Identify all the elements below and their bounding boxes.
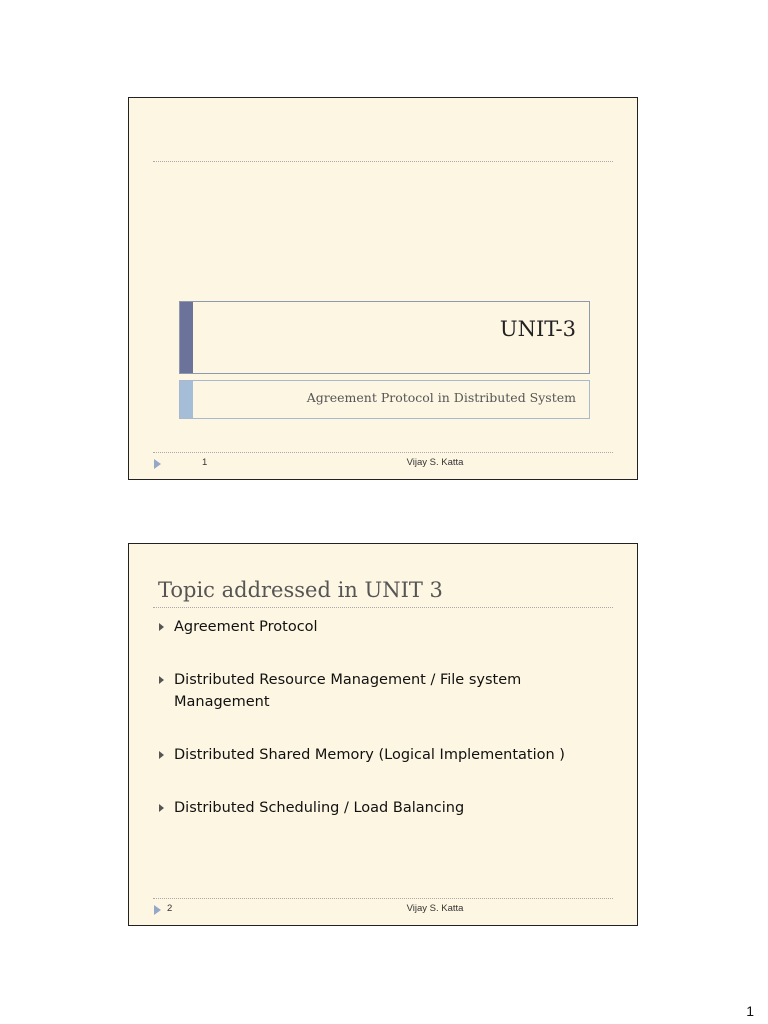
footer-author: Vijay S. Katta: [406, 457, 464, 468]
subtitle: Agreement Protocol in Distributed System: [306, 390, 576, 405]
slide-2: [128, 543, 638, 926]
list-item: [157, 797, 597, 819]
bullet-text: Distributed Shared Memory (Logical Implementation ): [174, 747, 565, 763]
list-item: [157, 669, 597, 713]
bullet-text: Agreement Protocol: [174, 619, 318, 635]
list-item: [157, 616, 597, 638]
title-accent-bar: [180, 302, 193, 373]
bullet-arrow-icon: [159, 676, 164, 684]
bullet-arrow-icon: [159, 623, 164, 631]
footer-divider: [153, 452, 613, 453]
bullet-list: [157, 616, 597, 850]
slide-title: Topic addressed in UNIT 3: [158, 578, 443, 602]
bullet-arrow-icon: [159, 751, 164, 759]
main-title: UNIT-3: [499, 317, 576, 341]
subtitle-accent-bar: [180, 381, 193, 418]
footer-arrow-icon: [154, 459, 161, 469]
page-number: 1: [746, 1003, 754, 1019]
slide-number: 1: [202, 457, 208, 468]
title-divider: [153, 607, 613, 608]
bullet-arrow-icon: [159, 804, 164, 812]
subtitle-box: [179, 380, 590, 419]
main-title-box: [179, 301, 590, 374]
footer-arrow-icon: [154, 905, 161, 915]
list-item: [157, 744, 597, 766]
bullet-text: Distributed Resource Management / File system Management: [174, 672, 522, 710]
slide-1: [128, 97, 638, 480]
top-divider: [153, 161, 613, 162]
footer-author: Vijay S. Katta: [406, 903, 464, 914]
slide-number: 2: [167, 903, 173, 914]
bullet-text: Distributed Scheduling / Load Balancing: [174, 800, 465, 816]
footer-divider: [153, 898, 613, 899]
